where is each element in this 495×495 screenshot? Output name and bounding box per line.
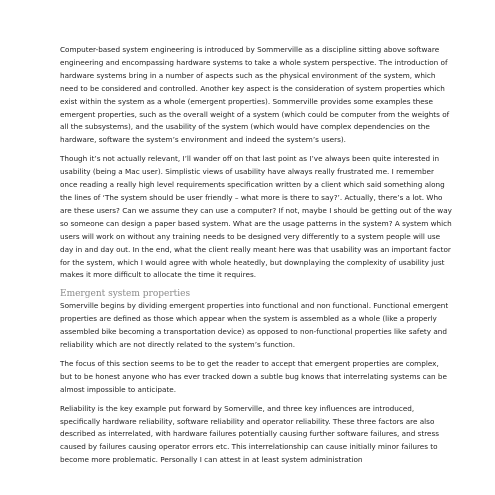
paragraph-usability: Though it’s not actually relevant, I’ll wander off on that last point as I’ve always been quite interested in usability (being a Mac user). Simplistic views of usability have always really frustrated me. I remember once reading a really high level requirements specification written by a client which said something along the lines of ‘The system should be user friendly – what more is there to say?’. Actually, there’s a lot. Who are these users? Can we assume they can use a computer? If not, maybe I should be getting out of the way so someone can design a paper based system. What are the usage patterns in the system? A system which users will work on without any training needs to be designed very differently to a system people will use day in and day out. In the end, what the client really meant here was that usability was an important factor for the system, which I would agree with whole heatedly, but downplaying the complexity of usability just makes it more difficult to allocate the time it requires.: [60, 154, 452, 280]
paragraph-intro: Computer-based system engineering is introduced by Sommerville as a discipline sitting above software engineering and encompassing hardware systems to take a whole system perspective. The introduction of hardware systems bring in a number of aspects such as the physical environment of the system, which need to be considered and controlled. Another key aspect is the consideration of system properties which exist within the system as a whole (emergent properties). Sommerville provides some examples these emergent properties, such as the overall weight of a system (which could be computer from the weights of all the subsystems), and the usability of the system (which would have complex dependencies on the hardware, software the system’s environment and indeed the system’s users).: [60, 45, 450, 145]
paragraph-reliability: Reliability is the key example put forward by Somerville, and three key influences are introduced, specifically hardware reliability, software reliability and operator reliability. These three factors are also described as interrelated, with hardware failures potentially causing further software failures, and stress caused by failures causing operator errors etc. This interrelationship can cause initially minor failures to become more problematic. Personally I can attest in at least system administration: [60, 403, 440, 465]
paragraph-functional: Somerville begins by dividing emergent properties into functional and non functional. Functional emergent properties are defined as those which appear when the system is assembled as a whole (like a properly assembled bike becoming a transportation device) as opposed to non-functional properties like safety and reliability which are not directly related to the system’s function.: [60, 301, 449, 350]
section-heading: Emergent system properties: [60, 289, 191, 300]
paragraph-focus: The focus of this section seems to be to get the reader to accept that emergent properties are complex, but to be honest anyone who has ever tracked down a subtle bug knows that interrelating systems can be almost impossible to anticipate.: [60, 358, 447, 394]
